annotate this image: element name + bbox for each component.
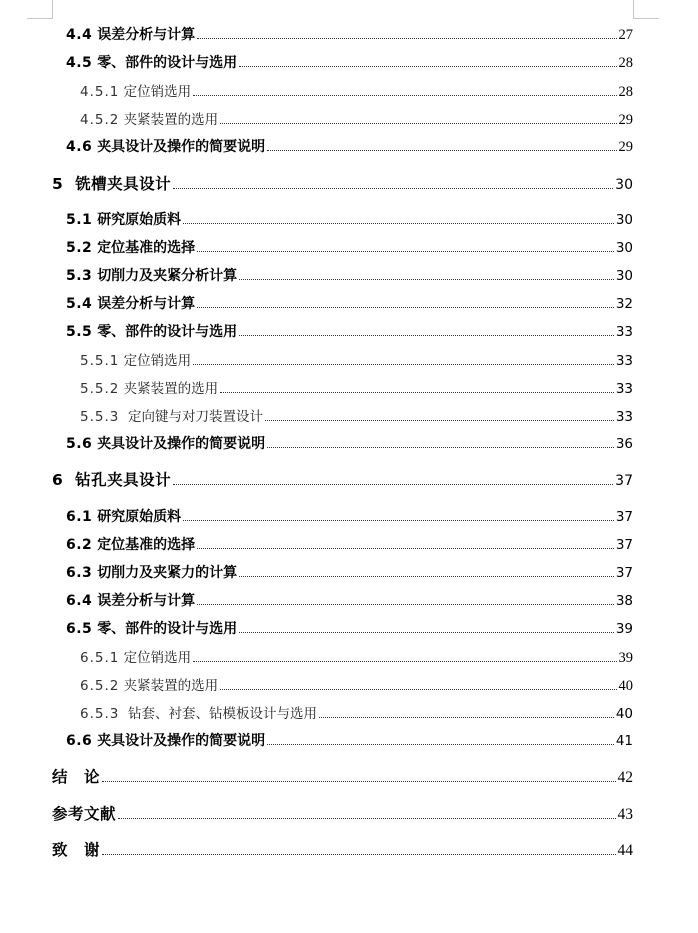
toc-entry-number: 5.5.1 bbox=[80, 353, 120, 369]
dot-leader bbox=[193, 94, 616, 96]
toc-entry[interactable] bbox=[66, 237, 633, 259]
toc-entry-page-number: 43 bbox=[617, 806, 633, 823]
page-corner-mark-right bbox=[633, 0, 659, 19]
toc-entry-title bbox=[80, 702, 317, 722]
toc-entry-text: 夹具设计及操作的简要说明 bbox=[97, 733, 266, 749]
toc-entry-number: 5.6 bbox=[66, 436, 93, 452]
toc-entry-text: 定位基准的选择 bbox=[97, 537, 196, 553]
toc-entry-title bbox=[80, 405, 263, 425]
toc-entry[interactable] bbox=[66, 433, 633, 455]
toc-entry[interactable] bbox=[66, 730, 633, 752]
dot-leader bbox=[173, 187, 613, 189]
toc-entry[interactable] bbox=[80, 702, 633, 724]
toc-entry-page-number: 33 bbox=[615, 353, 633, 369]
toc-entry-number: 6.5.2 bbox=[80, 678, 120, 694]
toc-entry[interactable] bbox=[80, 377, 633, 399]
toc-entry-text: 夹具设计及操作的简要说明 bbox=[97, 436, 266, 452]
toc-entry-title bbox=[66, 590, 195, 610]
toc-entry-text: 研究原始质料 bbox=[97, 509, 182, 525]
toc-entry-text: 定位销选用 bbox=[123, 650, 192, 666]
toc-entry-text: 定位基准的选择 bbox=[97, 240, 196, 256]
toc-entry-page-number: 29 bbox=[618, 112, 633, 128]
toc-entry-title bbox=[52, 802, 116, 824]
toc-entry[interactable] bbox=[66, 618, 633, 640]
dot-leader bbox=[118, 817, 615, 819]
dot-leader bbox=[197, 250, 614, 252]
toc-entry[interactable] bbox=[80, 646, 633, 668]
toc-entry-title bbox=[66, 562, 237, 582]
toc-entry[interactable] bbox=[80, 349, 633, 371]
toc-entry-text: 参考文献 bbox=[52, 805, 117, 823]
toc-entry-text: 误差分析与计算 bbox=[97, 296, 196, 312]
toc-entry-text: 定向键与对刀装置设计 bbox=[123, 409, 263, 425]
toc-entry-number: 5.3 bbox=[66, 268, 93, 284]
toc-entry-title bbox=[52, 172, 171, 194]
toc-entry-text: 切削力及夹紧力的计算 bbox=[97, 565, 238, 581]
toc-entry-title bbox=[80, 646, 191, 666]
toc-entry-title bbox=[66, 534, 195, 554]
toc-entry-title bbox=[52, 765, 100, 787]
toc-entry-page-number: 44 bbox=[617, 842, 633, 859]
toc-entry-text: 致 谢 bbox=[52, 841, 101, 859]
toc-entry-title bbox=[52, 838, 100, 860]
toc-entry[interactable] bbox=[66, 52, 633, 74]
toc-entry-number: 4.5.1 bbox=[80, 84, 120, 100]
dot-leader bbox=[173, 483, 613, 485]
toc-entry[interactable] bbox=[80, 405, 633, 427]
dot-leader bbox=[239, 334, 614, 336]
toc-entry-number: 4.4 bbox=[66, 27, 93, 43]
toc-entry[interactable] bbox=[66, 293, 633, 315]
toc-entry-text: 研究原始质料 bbox=[97, 212, 182, 228]
dot-leader bbox=[239, 575, 614, 577]
toc-entry-text: 零、部件的设计与选用 bbox=[97, 55, 238, 71]
toc-entry-number: 5 bbox=[52, 175, 64, 193]
toc-entry-page-number: 42 bbox=[617, 769, 633, 786]
dot-leader bbox=[220, 688, 616, 690]
toc-entry-title bbox=[66, 321, 237, 341]
toc-entry[interactable] bbox=[66, 590, 633, 612]
dot-leader bbox=[267, 149, 616, 151]
toc-entry-page-number: 30 bbox=[615, 240, 633, 256]
toc-entry-number: 6.5.1 bbox=[80, 650, 120, 666]
toc-entry-page-number: 28 bbox=[618, 55, 633, 71]
toc-entry-title bbox=[66, 618, 237, 638]
toc-entry[interactable] bbox=[52, 838, 633, 860]
toc-entry-title bbox=[66, 209, 181, 229]
toc-entry-page-number: 37 bbox=[615, 473, 633, 489]
toc-entry-page-number: 39 bbox=[615, 621, 633, 637]
toc-entry-text: 夹紧装置的选用 bbox=[123, 112, 219, 128]
toc-entry-text: 误差分析与计算 bbox=[97, 27, 196, 43]
dot-leader bbox=[197, 603, 614, 605]
toc-entry-text: 夹具设计及操作的简要说明 bbox=[97, 139, 266, 155]
toc-entry-page-number: 39 bbox=[618, 650, 633, 666]
toc-entry-title bbox=[80, 108, 218, 128]
toc-entry-number: 5.1 bbox=[66, 212, 93, 228]
toc-entry-number: 5.2 bbox=[66, 240, 93, 256]
toc-entry-number: 5.5.2 bbox=[80, 381, 120, 397]
toc-entry-page-number: 36 bbox=[615, 436, 633, 452]
toc-entry-page-number: 30 bbox=[615, 212, 633, 228]
toc-entry-page-number: 30 bbox=[615, 177, 633, 193]
toc-entry-number: 6.4 bbox=[66, 593, 93, 609]
toc-entry-page-number: 28 bbox=[618, 84, 633, 100]
toc-entry-page-number: 32 bbox=[615, 296, 633, 312]
toc-entry-text: 零、部件的设计与选用 bbox=[97, 324, 238, 340]
toc-entry-text: 切削力及夹紧分析计算 bbox=[97, 268, 238, 284]
toc-entry-number: 6.1 bbox=[66, 509, 93, 525]
toc-entry[interactable] bbox=[66, 24, 633, 46]
toc-entry-text: 钻孔夹具设计 bbox=[75, 471, 172, 489]
toc-entry-page-number: 37 bbox=[615, 509, 633, 525]
toc-entry-title bbox=[80, 674, 218, 694]
toc-entry[interactable] bbox=[80, 108, 633, 130]
dot-leader bbox=[267, 446, 614, 448]
toc-entry[interactable] bbox=[66, 209, 633, 231]
toc-entry-number: 5.5.3 bbox=[80, 409, 120, 425]
toc-entry-number: 6.2 bbox=[66, 537, 93, 553]
dot-leader bbox=[239, 278, 614, 280]
toc-entry[interactable] bbox=[80, 80, 633, 102]
toc-entry-page-number: 29 bbox=[618, 139, 633, 155]
toc-entry[interactable] bbox=[66, 265, 633, 287]
toc-entry[interactable] bbox=[66, 321, 633, 343]
dot-leader bbox=[197, 547, 614, 549]
toc-entry-title bbox=[80, 80, 191, 100]
toc-entry-text: 结 论 bbox=[52, 768, 101, 786]
toc-entry-number: 6.3 bbox=[66, 565, 93, 581]
toc-entry-title bbox=[66, 52, 237, 72]
toc-entry[interactable] bbox=[66, 534, 633, 556]
toc-entry-number: 6.6 bbox=[66, 733, 93, 749]
toc-entry-title bbox=[80, 349, 191, 369]
toc-entry[interactable] bbox=[66, 136, 633, 158]
dot-leader bbox=[267, 743, 614, 745]
toc-entry-text: 铣槽夹具设计 bbox=[75, 175, 172, 193]
toc-entry-text: 定位销选用 bbox=[123, 84, 192, 100]
toc-entry-page-number: 40 bbox=[618, 678, 633, 694]
dot-leader bbox=[197, 37, 616, 39]
toc-entry-page-number: 30 bbox=[615, 268, 633, 284]
toc-entry[interactable] bbox=[52, 802, 633, 824]
toc-entry-text: 夹紧装置的选用 bbox=[123, 381, 219, 397]
dot-leader bbox=[265, 419, 614, 421]
dot-leader bbox=[239, 631, 614, 633]
toc-entry[interactable] bbox=[66, 506, 633, 528]
toc-entry-title bbox=[66, 237, 195, 257]
toc-entry-text: 定位销选用 bbox=[123, 353, 192, 369]
toc-entry-page-number: 40 bbox=[615, 706, 633, 722]
dot-leader bbox=[183, 519, 614, 521]
dot-leader bbox=[220, 122, 616, 124]
toc-entry-text: 零、部件的设计与选用 bbox=[97, 621, 238, 637]
toc-entry-number: 6.5.3 bbox=[80, 706, 120, 722]
toc-entry-page-number: 37 bbox=[615, 537, 633, 553]
toc-entry[interactable] bbox=[52, 468, 633, 490]
toc-entry[interactable] bbox=[66, 562, 633, 584]
toc-entry-number: 4.5.2 bbox=[80, 112, 120, 128]
toc-entry-title bbox=[66, 24, 195, 44]
toc-entry-title bbox=[66, 506, 181, 526]
toc-entry-number: 6.5 bbox=[66, 621, 93, 637]
dot-leader bbox=[102, 780, 615, 782]
toc-entry-title bbox=[66, 293, 195, 313]
toc-entry[interactable] bbox=[52, 765, 633, 787]
toc-entry-page-number: 41 bbox=[615, 733, 633, 749]
toc-entry-number: 6 bbox=[52, 471, 64, 489]
toc-entry[interactable] bbox=[52, 172, 633, 194]
toc-entry-number: 4.5 bbox=[66, 55, 93, 71]
toc-entry-page-number: 33 bbox=[615, 381, 633, 397]
toc-entry-title bbox=[66, 265, 237, 285]
toc-entry-number: 5.4 bbox=[66, 296, 93, 312]
dot-leader bbox=[102, 853, 615, 855]
toc-entry-title bbox=[80, 377, 218, 397]
toc-entry-text: 误差分析与计算 bbox=[97, 593, 196, 609]
toc-entry-title bbox=[66, 730, 265, 750]
dot-leader bbox=[193, 363, 614, 365]
toc-entry[interactable] bbox=[80, 674, 633, 696]
toc-entry-title bbox=[52, 468, 171, 490]
dot-leader bbox=[183, 222, 614, 224]
toc-entry-text: 夹紧装置的选用 bbox=[123, 678, 219, 694]
toc-entry-page-number: 37 bbox=[615, 565, 633, 581]
page-corner-mark-left bbox=[27, 0, 53, 19]
dot-leader bbox=[193, 660, 616, 662]
toc-entry-number: 5.5 bbox=[66, 324, 93, 340]
dot-leader bbox=[239, 65, 616, 67]
dot-leader bbox=[319, 716, 614, 718]
dot-leader bbox=[220, 391, 614, 393]
toc-entry-page-number: 38 bbox=[615, 593, 633, 609]
dot-leader bbox=[197, 306, 614, 308]
toc-entry-page-number: 33 bbox=[615, 409, 633, 425]
toc-entry-page-number: 33 bbox=[615, 324, 633, 340]
toc-entry-title bbox=[66, 433, 265, 453]
toc-entry-text: 钻套、衬套、钻模板设计与选用 bbox=[123, 706, 317, 722]
toc-entry-page-number: 27 bbox=[618, 27, 633, 43]
toc-entry-title bbox=[66, 136, 265, 156]
toc-entry-number: 4.6 bbox=[66, 139, 93, 155]
